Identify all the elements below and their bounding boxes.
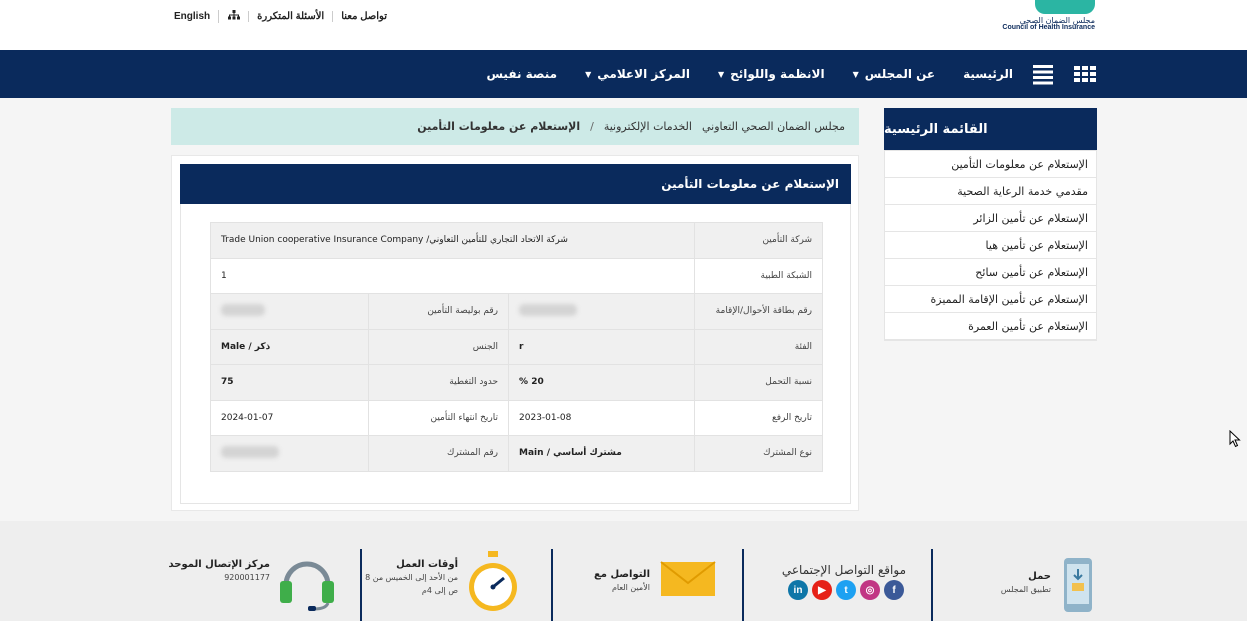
nav-nafees-platform[interactable] bbox=[486, 67, 557, 81]
headset-icon bbox=[278, 551, 336, 611]
linkedin-icon[interactable]: in bbox=[788, 580, 808, 600]
breadcrumb-home[interactable]: مجلس الضمان الصحي التعاوني bbox=[701, 120, 845, 133]
class-label: الفئة bbox=[695, 329, 823, 365]
stopwatch-icon bbox=[464, 551, 522, 613]
sidebar-item-premium-residency[interactable]: الإستعلام عن تأمين الإقامة المميزة bbox=[885, 286, 1096, 313]
sidebar-title: القائمة الرئيسية bbox=[884, 108, 1097, 150]
class-value: r bbox=[509, 329, 695, 365]
policy-label: رقم بوليصة التأمين bbox=[369, 294, 509, 330]
footer-divider bbox=[360, 549, 362, 621]
site-logo[interactable] bbox=[1002, 0, 1095, 36]
nav-regulations-label: الانظمة واللوائح bbox=[730, 67, 825, 81]
table-row bbox=[211, 294, 823, 330]
footer-call-title: مركز الإتصال الموحد bbox=[168, 559, 270, 570]
insurance-info-panel bbox=[171, 155, 859, 511]
footer-hours-title: أوقات العمل bbox=[396, 559, 458, 570]
sidebar-item-providers[interactable]: مقدمي خدمة الرعاية الصحية bbox=[885, 178, 1096, 205]
table-row bbox=[211, 223, 823, 259]
nav-about-label: عن المجلس bbox=[864, 67, 936, 81]
footer-divider bbox=[551, 549, 553, 621]
nav-nafees-label: منصة نفيس bbox=[486, 67, 558, 81]
footer-call-center[interactable] bbox=[168, 549, 356, 621]
mouse-cursor-icon bbox=[1229, 430, 1241, 448]
sitemap-link[interactable] bbox=[218, 10, 248, 23]
mobile-phone-icon bbox=[1063, 557, 1093, 613]
footer-contact-sub: الأمين العام bbox=[611, 583, 650, 592]
table-row bbox=[211, 436, 823, 472]
limit-value: 75 bbox=[211, 365, 369, 401]
nav-media-center[interactable] bbox=[585, 67, 690, 81]
english-link[interactable]: English bbox=[174, 10, 211, 22]
upload-date-label: تاريخ الرفع bbox=[695, 400, 823, 436]
sidebar-menu bbox=[884, 108, 1097, 341]
footer bbox=[0, 521, 1247, 621]
sidebar-item-insurance-info[interactable]: الإستعلام عن معلومات التأمين bbox=[885, 151, 1096, 178]
id-value-redacted bbox=[509, 294, 695, 330]
sidebar-item-umrah-insurance[interactable]: الإستعلام عن تأمين العمرة bbox=[885, 313, 1096, 340]
logo-mark bbox=[1035, 0, 1095, 14]
upload-date-value: 2023-01-08 bbox=[509, 400, 695, 436]
footer-hours-line1: من الأحد إلى الخميس من 8 bbox=[365, 573, 458, 582]
footer-app-sub: تطبيق المجلس bbox=[1000, 585, 1051, 594]
footer-call-number[interactable]: 920001177 bbox=[224, 573, 270, 582]
policy-value-redacted bbox=[211, 294, 369, 330]
panel-title: الإستعلام عن معلومات التأمين bbox=[180, 164, 851, 204]
copay-label: نسبة التحمل bbox=[695, 365, 823, 401]
chevron-down-icon: ▼ bbox=[585, 69, 592, 79]
sidebar-item-visitor-insurance[interactable]: الإستعلام عن تأمين الزائر bbox=[885, 205, 1096, 232]
insurance-info-table bbox=[210, 222, 823, 472]
logo-english-text: Council of Health Insurance bbox=[1002, 24, 1095, 31]
top-links bbox=[174, 6, 395, 26]
gender-value: ذكر / Male bbox=[211, 329, 369, 365]
nav-about[interactable] bbox=[853, 67, 936, 81]
footer-social-title: مواقع التواصل الإجتماعي bbox=[781, 563, 906, 577]
breadcrumb-eservices[interactable]: الخدمات الإلكترونية bbox=[603, 120, 692, 133]
menu-icon[interactable] bbox=[1031, 62, 1055, 86]
member-type-value: مشترك أساسي / Main bbox=[509, 436, 695, 472]
youtube-icon[interactable]: ▶ bbox=[812, 580, 832, 600]
breadcrumb-current: الإستعلام عن معلومات التأمين bbox=[417, 120, 581, 133]
gender-label: الجنس bbox=[369, 329, 509, 365]
table-row bbox=[211, 365, 823, 401]
top-bar bbox=[0, 0, 1247, 50]
table-row bbox=[211, 400, 823, 436]
sitemap-icon bbox=[228, 10, 240, 20]
limit-label: حدود التغطية bbox=[369, 365, 509, 401]
redacted-value bbox=[519, 304, 577, 316]
twitter-icon[interactable]: t bbox=[836, 580, 856, 600]
footer-working-hours bbox=[362, 549, 548, 621]
footer-social bbox=[760, 549, 930, 621]
redacted-value bbox=[221, 446, 279, 458]
member-number-label: رقم المشترك bbox=[369, 436, 509, 472]
network-value: 1 bbox=[211, 258, 695, 294]
footer-app-download[interactable] bbox=[955, 549, 1095, 621]
expiry-date-value: 2024-01-07 bbox=[211, 400, 369, 436]
faq-link[interactable]: الأسئلة المتكررة bbox=[248, 11, 332, 22]
footer-app-title: حمل bbox=[1028, 571, 1051, 582]
footer-hours-line2: ص إلى 4م bbox=[421, 586, 458, 595]
social-icons bbox=[788, 580, 904, 600]
nav-home-label: الرئيسية bbox=[963, 67, 1013, 81]
footer-app-text bbox=[1001, 571, 1051, 595]
chevron-down-icon: ▼ bbox=[717, 69, 725, 79]
breadcrumb bbox=[171, 108, 859, 145]
sidebar-list bbox=[884, 150, 1097, 341]
panel-body bbox=[180, 204, 851, 504]
footer-contact-sg[interactable] bbox=[556, 549, 736, 621]
grid-icon[interactable] bbox=[1073, 62, 1097, 86]
table-row bbox=[211, 258, 823, 294]
nav-home[interactable] bbox=[963, 67, 1013, 81]
copay-value: 20 % bbox=[509, 365, 695, 401]
main-nav bbox=[0, 50, 1247, 98]
member-number-redacted bbox=[211, 436, 369, 472]
footer-call-text bbox=[169, 559, 270, 583]
table-row bbox=[211, 329, 823, 365]
logo-arabic-text: مجلس الضمان الصحي bbox=[1019, 16, 1095, 25]
sidebar-item-tourist-insurance[interactable]: الإستعلام عن تأمين سائح bbox=[885, 259, 1096, 286]
instagram-icon[interactable]: ◎ bbox=[860, 580, 880, 600]
contact-link[interactable]: تواصل معنا bbox=[332, 11, 395, 22]
breadcrumb-separator: / bbox=[590, 120, 594, 133]
sidebar-item-hayya-insurance[interactable]: الإستعلام عن تأمين هيا bbox=[885, 232, 1096, 259]
company-value: شركة الاتحاد التجاري للتأمين التعاوني/ Trade Union cooperative Insurance Company bbox=[211, 223, 695, 259]
footer-contact-text bbox=[594, 569, 650, 593]
facebook-icon[interactable]: f bbox=[884, 580, 904, 600]
expiry-date-label: تاريخ انتهاء التأمين bbox=[369, 400, 509, 436]
id-label: رقم بطاقة الأحوال/الإقامة bbox=[695, 294, 823, 330]
envelope-icon bbox=[660, 561, 716, 597]
redacted-value bbox=[221, 304, 265, 316]
company-label: شركة التأمين bbox=[695, 223, 823, 259]
footer-divider bbox=[931, 549, 933, 621]
footer-divider bbox=[742, 549, 744, 621]
member-type-label: نوع المشترك bbox=[695, 436, 823, 472]
footer-hours-text bbox=[365, 559, 458, 596]
footer-contact-title: التواصل مع bbox=[593, 569, 650, 580]
chevron-down-icon: ▼ bbox=[852, 69, 859, 79]
network-label: الشبكة الطبية bbox=[695, 258, 823, 294]
nav-media-center-label: المركز الاعلامي bbox=[597, 67, 690, 81]
nav-regulations[interactable] bbox=[718, 67, 825, 81]
